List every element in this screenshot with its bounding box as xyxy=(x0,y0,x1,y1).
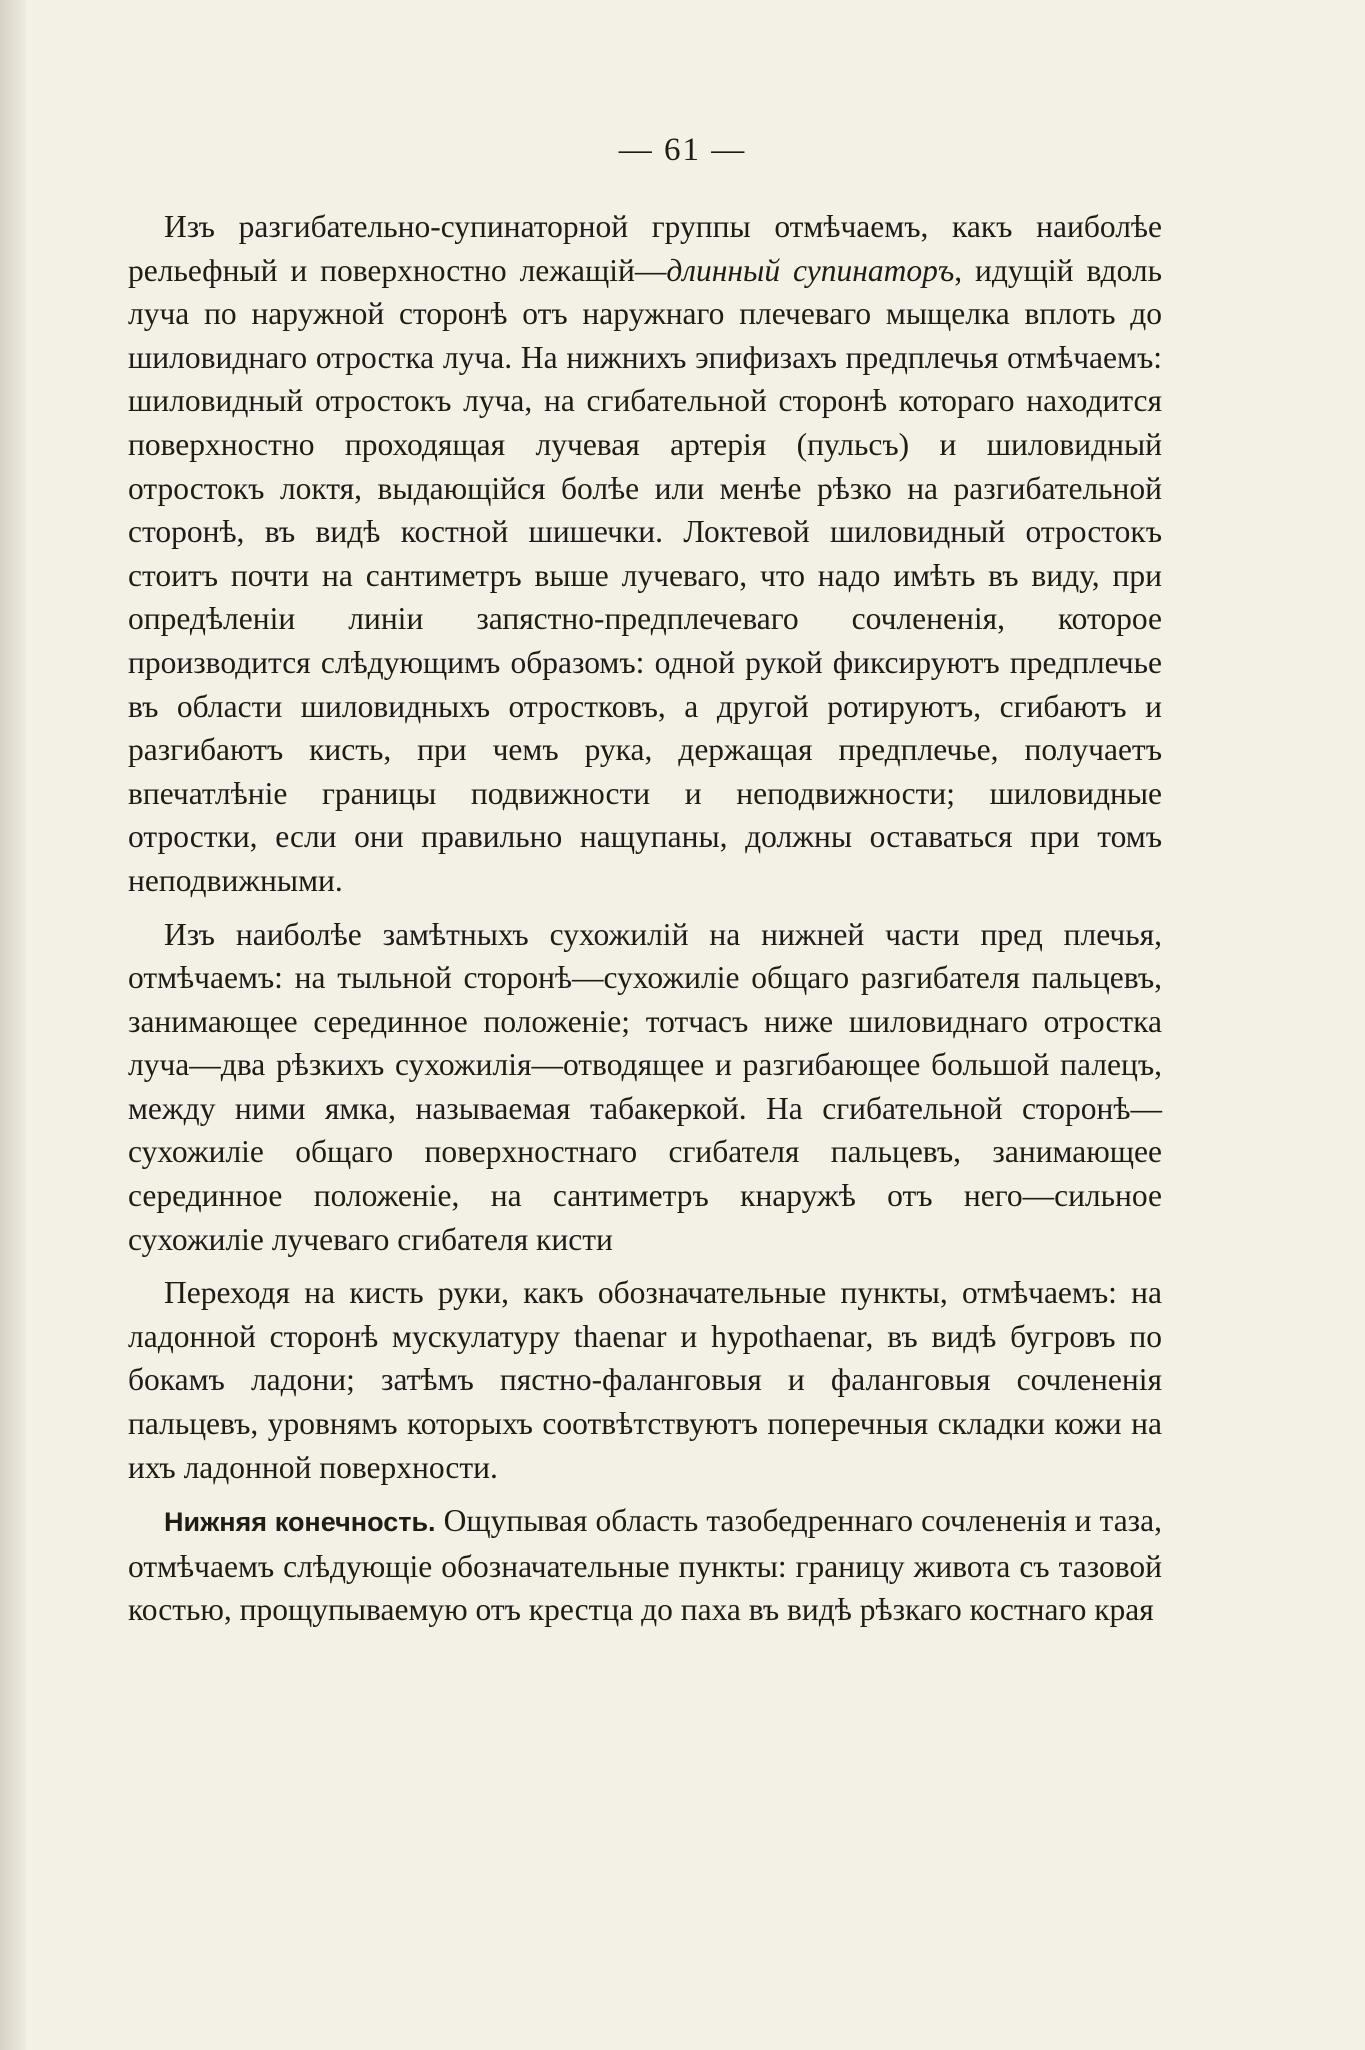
page-edge-shadow xyxy=(0,0,26,2050)
section-heading-lower-limb: Нижняя конечность. xyxy=(164,1507,436,1538)
paragraph-1-text-end: , идущій вдоль луча по наружной сторонѣ отъ наружнаго плечеваго мыщелка вплоть до шиловиднаго отростка луча. На нижнихъ эпифизахъ предплечья отмѣчаемъ: шиловидный отростокъ луча, на сгибательной сторонѣ котораго находится поверхностно проходящая лучевая артерія (пульсъ) и шиловидный отростокъ локтя, выдающійся болѣе или менѣе рѣзко на разгибательной сторонѣ, въ видѣ костной шишечки. Локтевой шиловидный отростокъ стоитъ почти на сантиметръ выше лучеваго, что надо имѣть въ виду, при опредѣленіи линіи запястно-предплечеваго сочлененія, которое производится слѣдующимъ образомъ: одной рукой фиксируютъ предплечье въ области шиловидныхъ отростковъ, а другой ротируютъ, сгибаютъ и разгибаютъ кисть, при чемъ рука, держащая предплечье, получаетъ впечатлѣніе границы подвижности и неподвижности; шиловидные отростки, если они правильно нащупаны, должны оставаться при томъ неподвижными. xyxy=(128,252,1162,898)
paragraph-extensor-group xyxy=(128,205,1162,903)
paragraph-tendons: Изъ наиболѣе замѣтныхъ сухожилій на нижней части пред плечья, отмѣчаемъ: на тыльной сторонѣ—сухожиліе общаго разгибателя пальцевъ, занимающее серединное положеніе; тотчасъ ниже шиловиднаго отростка луча—два рѣзкихъ сухожилія—отводящее и разгибающее большой палецъ, между ними ямка, называемая табакеркой. На сгибательной сторонѣ—сухожиліе общаго поверхностнаго сгибателя пальцевъ, занимающее серединное положеніе, на сантиметръ кнаружѣ отъ него—сильное сухожиліе лучеваго сгибателя кисти xyxy=(128,916,1162,1257)
paragraph-lower-limb xyxy=(128,1499,1162,1632)
paragraph-hand: Переходя на кисть руки, какъ обозначательные пункты, отмѣчаемъ: на ладонной сторонѣ мускулатуру thaenar и hypothaenar, въ видѣ бугровъ по бокамъ ладони; затѣмъ пястно-фаланговыя и фаланговыя сочлененія пальцевъ, уровнямъ которыхъ соотвѣтствуютъ поперечныя складки кожи на ихъ ладонной поверхности. xyxy=(128,1275,1162,1485)
paragraph-4-text: Ощупывая область тазобедреннаго сочлененія и таза, отмѣчаемъ слѣдующіе обозначательные пункты: границу живота съ тазовой костью, прощупываемую отъ крестца до паха въ видѣ рѣзкаго костнаго края xyxy=(128,1503,1162,1628)
page-number: — 61 — xyxy=(618,132,747,168)
body-text xyxy=(128,205,1162,1632)
paragraph-1-emphasis: длинный супинаторъ xyxy=(666,252,955,288)
paragraph-1-text-start: Изъ разгибательно-супинаторной группы отмѣчаемъ, какъ наиболѣе рельефный и поверхностно лежащій— xyxy=(128,209,1162,288)
